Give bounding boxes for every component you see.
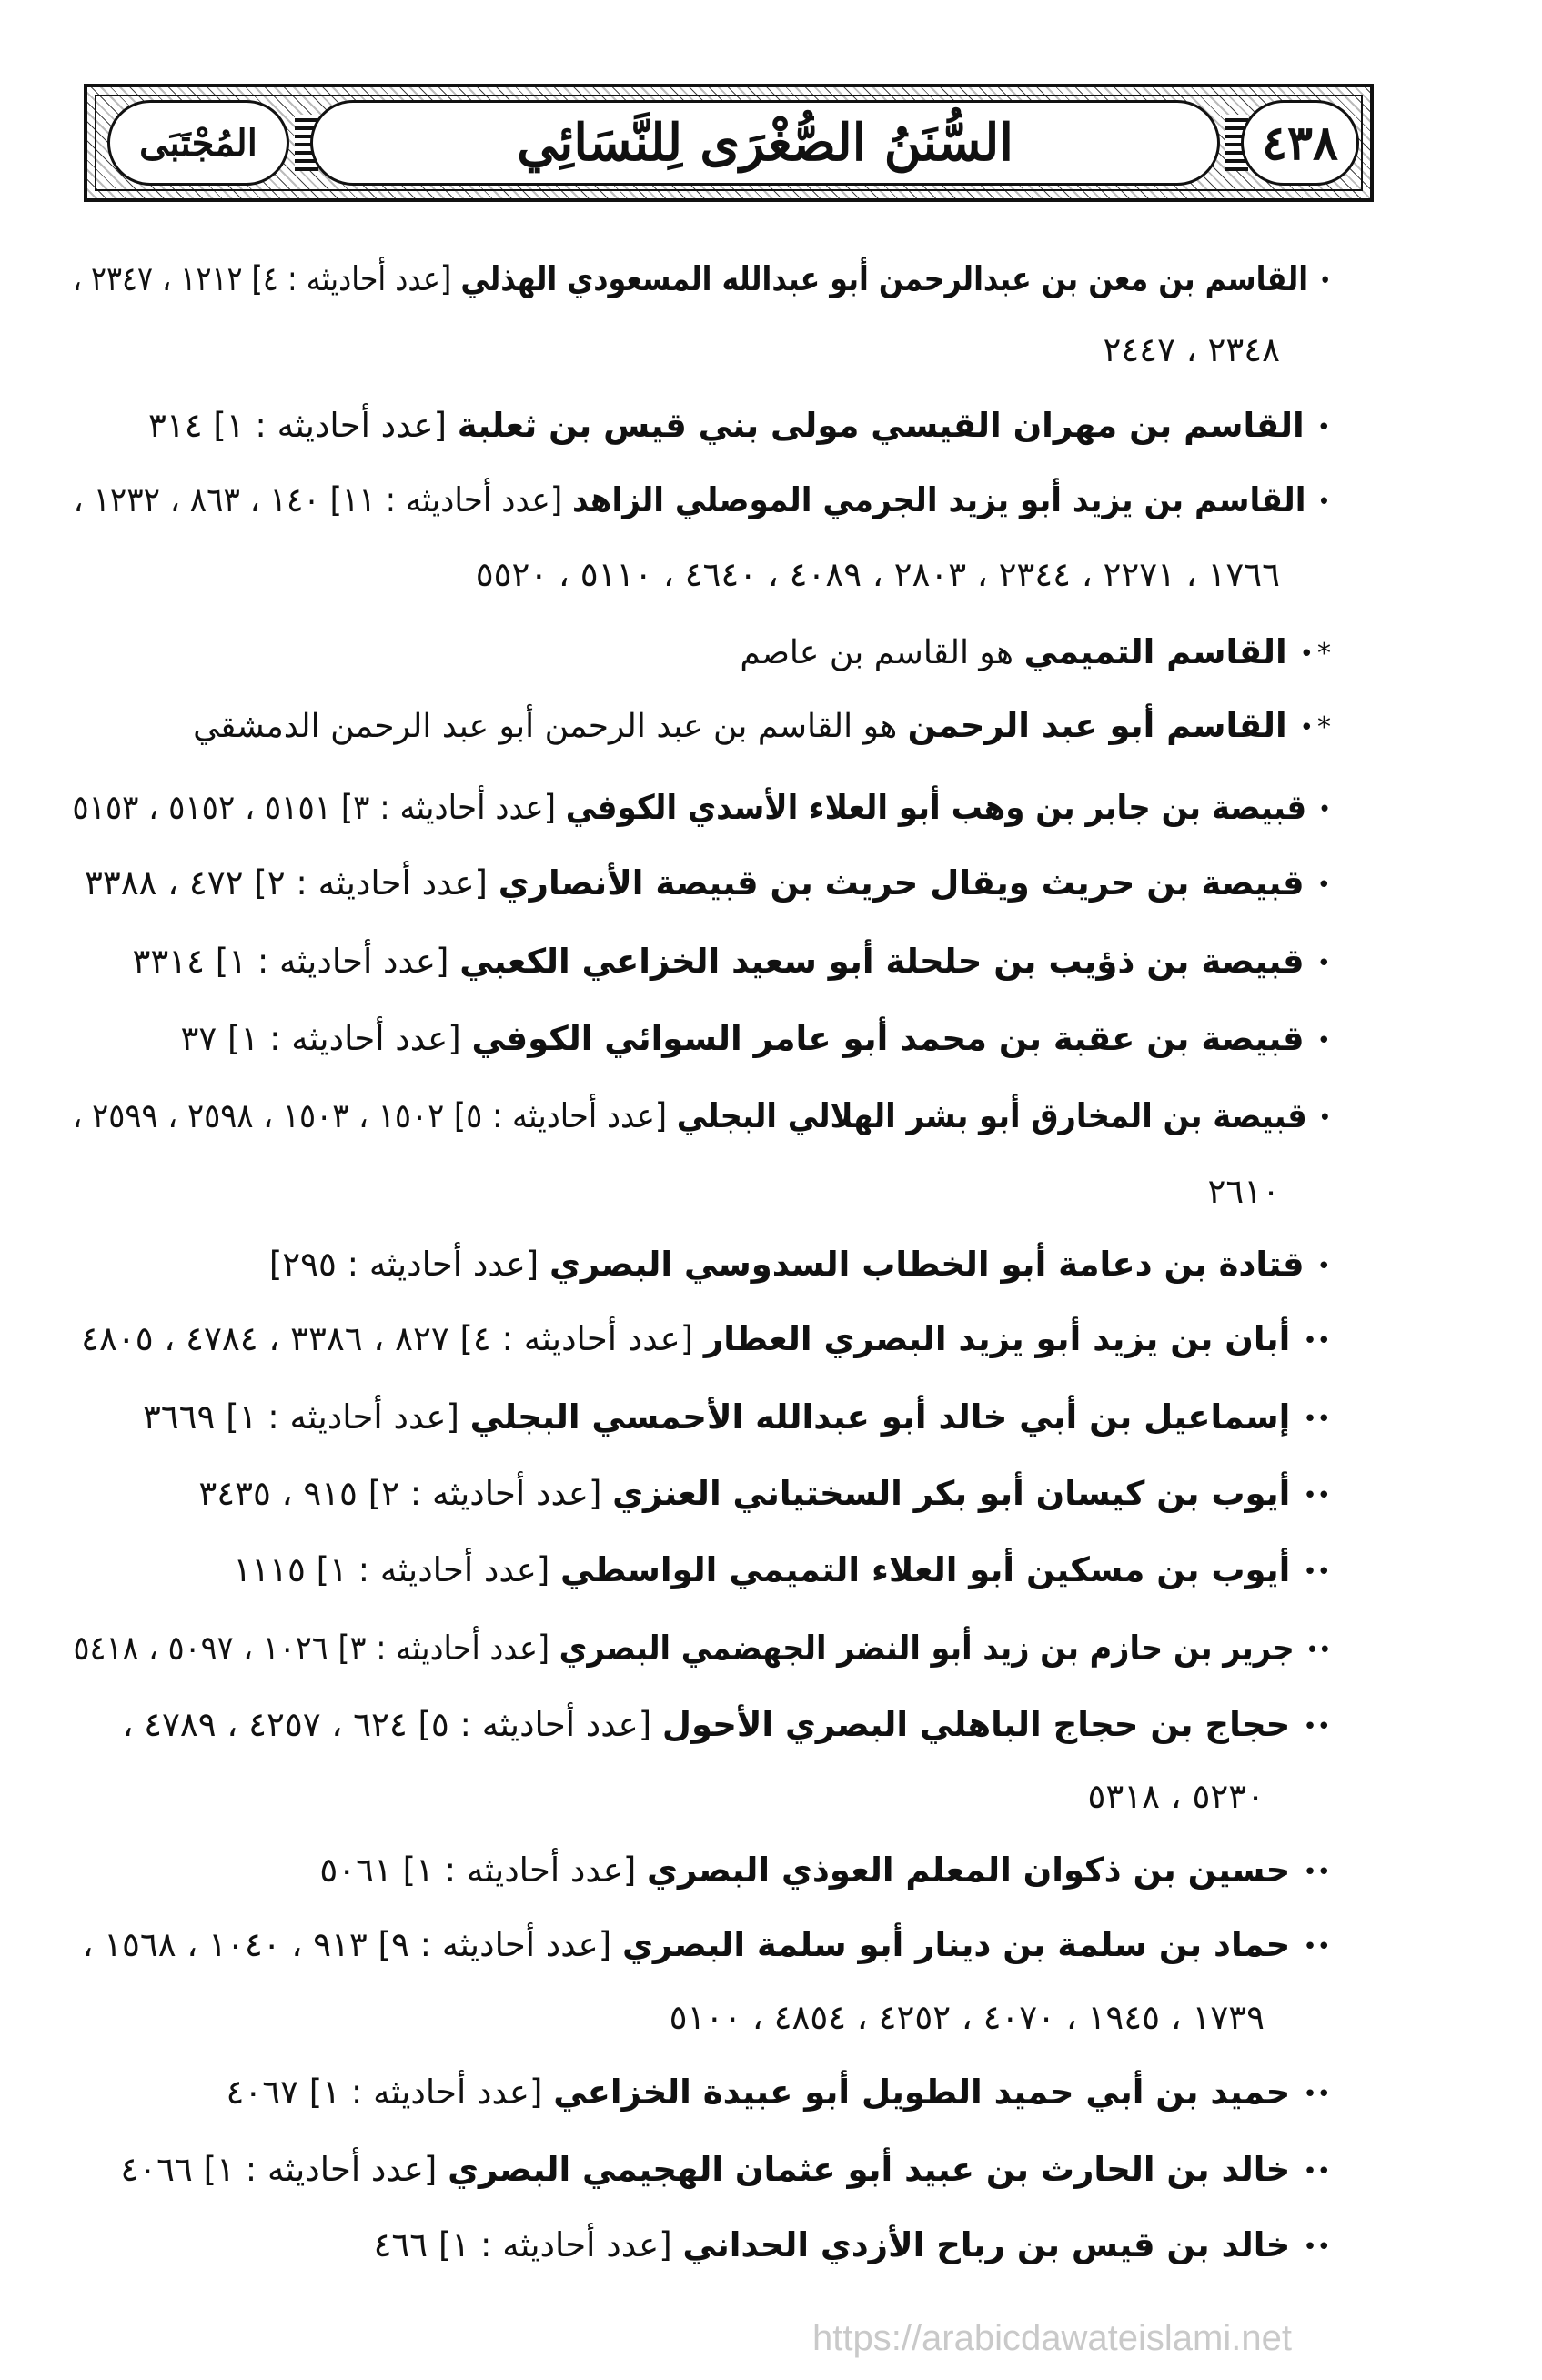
hadith-references: [عدد أحاديثه : ٩] ٩١٣ ، ١٠٤٠ ، ١٥٦٨ ، [82,1925,622,1964]
narrator-name: أبان بن يزيد أبو يزيد البصري العطار [703,1319,1291,1358]
bullet-icon: • [1318,267,1331,295]
narrator-entry [73,261,1331,299]
narrator-name: حسين بن ذكوان المعلم العوذي البصري [647,1851,1291,1890]
sub-bullet-icon: •• [1303,1405,1331,1433]
page-number: ٤٣٨ [1262,115,1338,171]
sub-bullet-icon: •• [1303,2157,1331,2185]
sub-bullet-icon: •• [1303,1558,1331,1586]
narrator-name: أيوب بن مسكين أبو العلاء التميمي الواسطي [560,1550,1291,1589]
narrator-name: جرير بن حازم بن زيد أبو النضر الجهضمي البصري [559,1629,1295,1668]
bullet-icon: • [1317,795,1331,823]
sub-bullet-icon: •• [1305,1636,1331,1664]
narrator-name: القاسم أبو عبد الرحمن [907,706,1287,745]
narrator-entry [374,2227,1331,2265]
narrator-name: حماد بن سلمة بن دينار أبو سلمة البصري [621,1925,1291,1964]
narrator-entry [233,1552,1331,1590]
hadith-references: [عدد أحاديثه : ٤] ٨٢٧ ، ٣٣٨٦ ، ٤٧٨٤ ، ٤٨٠٥ [81,1319,704,1358]
bullet-icon: • [1299,713,1314,741]
watermark: https://arabicdawateislami.net [812,2318,1292,2358]
sub-bullet-icon: •• [1303,1932,1331,1961]
hadith-references-continued: ٢٦١٠ [1207,1172,1280,1211]
series-cartouche [107,100,289,186]
bullet-icon: • [1316,949,1331,977]
narrator-note: هو القاسم بن عبد الرحمن أبو عبد الرحمن الدمشقي [193,708,908,745]
narrator-name: القاسم التميمي [1023,632,1287,671]
hadith-references: [عدد أحاديثه : ٥] ٦٢٤ ، ٤٢٥٧ ، ٤٧٨٩ ، [122,1705,662,1744]
sub-bullet-icon: •• [1303,1858,1331,1886]
narrator-entry [319,1852,1331,1891]
hadith-references: [عدد أحاديثه : ٣] ٥١٥١ ، ٥١٥٢ ، ٥١٥٣ [72,788,566,827]
hadith-references: [عدد أحاديثه : ١] ٣٣١٤ [132,942,460,981]
hadith-references: [عدد أحاديثه : ١] ٣٦٦٩ [142,1397,470,1437]
narrator-entry [73,1630,1331,1669]
narrator-entry [143,1399,1331,1437]
hadith-references-continued: ١٧٣٩ ، ١٩٤٥ ، ٤٠٧٠ ، ٤٢٥٢ ، ٤٨٥٤ ، ٥١٠٠ [669,1998,1265,2037]
narrator-entry [72,790,1331,828]
narrator-name: خالد بن قيس بن رباح الأزدي الحداني [682,2225,1291,2264]
narrator-name: قبيصة بن عقبة بن محمد أبو عامر السوائي الكوفي [471,1019,1305,1058]
narrator-name: حجاج بن حجاج الباهلي البصري الأحول [661,1705,1291,1744]
narrator-name: خالد بن الحارث بن عبيد أبو عثمان الهجيمي البصري [448,2150,1291,2189]
narrator-entry [269,1246,1331,1285]
sub-bullet-icon: •• [1303,2080,1331,2108]
hadith-references: [عدد أحاديثه : ١] ٤٠٦٦ [120,2150,448,2189]
narrator-entry [81,1321,1331,1359]
narrator-entry [82,1927,1331,1965]
hadith-references: [عدد أحاديثه : ٤] ١٢١٢ ، ٢٣٤٧ ، [72,259,461,298]
bullet-icon: • [1318,1104,1331,1132]
hadith-references: [عدد أحاديثه : ٢] ٤٧٢ ، ٣٣٨٨ [84,863,499,903]
series-title: المُجْتَبَى [139,121,257,165]
title-cartouche [310,100,1220,186]
cross-reference-star-icon: * [1317,637,1331,670]
narrator-entry [193,708,1331,746]
narrator-name: القاسم بن مهران القيسي مولى بني قيس بن ثعلبة [457,406,1305,445]
sub-bullet-icon: •• [1303,1326,1331,1355]
narrator-entry [122,1707,1331,1745]
bullet-icon: • [1316,1252,1331,1280]
hadith-references: [عدد أحاديثه : ١] ٤٦٦ [373,2225,683,2264]
hadith-references: [عدد أحاديثه : ٥] ١٥٠٢ ، ١٥٠٣ ، ٢٥٩٨ ، ٢٥٩٩ ، [72,1096,677,1135]
bullet-icon: • [1316,1026,1331,1054]
hadith-references: [عدد أحاديثه : ١] ٣١٤ [147,406,458,445]
narrator-name: قبيصة بن ذؤيب بن حلحلة أبو سعيد الخزاعي الكعبي [459,942,1305,981]
bullet-icon: • [1316,871,1331,899]
narrator-name: إسماعيل بن أبي خالد أبو عبدالله الأحمسي البجلي [469,1397,1291,1437]
narrator-entry [74,482,1331,520]
page-number-cartouche [1241,100,1359,186]
narrator-entry [740,634,1331,672]
narrator-entry [132,943,1331,982]
narrator-name: قتادة بن دعامة أبو الخطاب السدوسي البصري [549,1245,1305,1284]
bullet-icon: • [1316,413,1331,441]
narrator-entry [85,865,1331,903]
hadith-references-continued: ١٧٦٦ ، ٢٢٧١ ، ٢٣٤٤ ، ٢٨٠٣ ، ٤٠٨٩ ، ٤٦٤٠ ، ٥١١٠ ، ٥٥٢٠ [475,555,1280,594]
sub-bullet-icon: •• [1303,1481,1331,1509]
narrator-entry [227,2074,1332,2113]
narrator-name: قبيصة بن حريث ويقال حريث بن قبيصة الأنصاري [498,863,1305,903]
narrator-name: القاسم بن يزيد أبو يزيد الجرمي الموصلي الزاهد [572,480,1306,519]
hadith-references: [عدد أحاديثه : ١] ٥٠٦١ [319,1851,648,1890]
hadith-references: [عدد أحاديثه : ١] ٤٠٦٧ [226,2072,554,2112]
hadith-references: [عدد أحاديثه : ٢٩٥] [268,1245,549,1284]
hadith-references: [عدد أحاديثه : ١] ٣٧ [180,1019,472,1058]
narrator-entry [198,1476,1331,1514]
narrator-note: هو القاسم بن عاصم [740,634,1024,671]
narrator-name: القاسم بن معن بن عبدالرحمن أبو عبدالله المسعودي الهذلي [460,259,1308,298]
narrator-name: حميد بن أبي حميد الطويل أبو عبيدة الخزاعي [553,2072,1291,2112]
narrator-name: أيوب بن كيسان أبو بكر السختياني العنزي [612,1474,1291,1513]
page-header [84,84,1374,202]
cross-reference-star-icon: * [1317,711,1331,743]
narrator-name: قبيصة بن المخارق أبو بشر الهلالي البجلي [676,1096,1307,1135]
narrator-entry [148,408,1331,446]
narrator-entry [120,2152,1331,2190]
bullet-icon: • [1299,640,1314,668]
sub-bullet-icon: •• [1303,1712,1331,1740]
hadith-references-continued: ٢٣٤٨ ، ٢٤٤٧ [1103,330,1280,369]
bullet-icon: • [1317,488,1331,516]
hadith-references-continued: ٥٢٣٠ ، ٥٣١٨ [1087,1777,1265,1816]
book-title: السُّنَنُ الصُّغْرَى لِلنَّسَائِي [517,113,1013,173]
sub-bullet-icon: •• [1303,2233,1331,2261]
narrator-entry [180,1021,1331,1059]
hadith-references: [عدد أحاديثه : ١١] ١٤٠ ، ٨٦٣ ، ١٢٣٢ ، [74,480,573,519]
hadith-references: [عدد أحاديثه : ٢] ٩١٥ ، ٣٤٣٥ [198,1474,613,1513]
narrator-name: قبيصة بن جابر بن وهب أبو العلاء الأسدي الكوفي [565,788,1307,827]
hadith-references: [عدد أحاديثه : ٣] ١٠٢٦ ، ٥٠٩٧ ، ٥٤١٨ [73,1629,559,1668]
hadith-references: [عدد أحاديثه : ١] ١١١٥ [233,1550,561,1589]
narrator-entry [72,1098,1331,1136]
